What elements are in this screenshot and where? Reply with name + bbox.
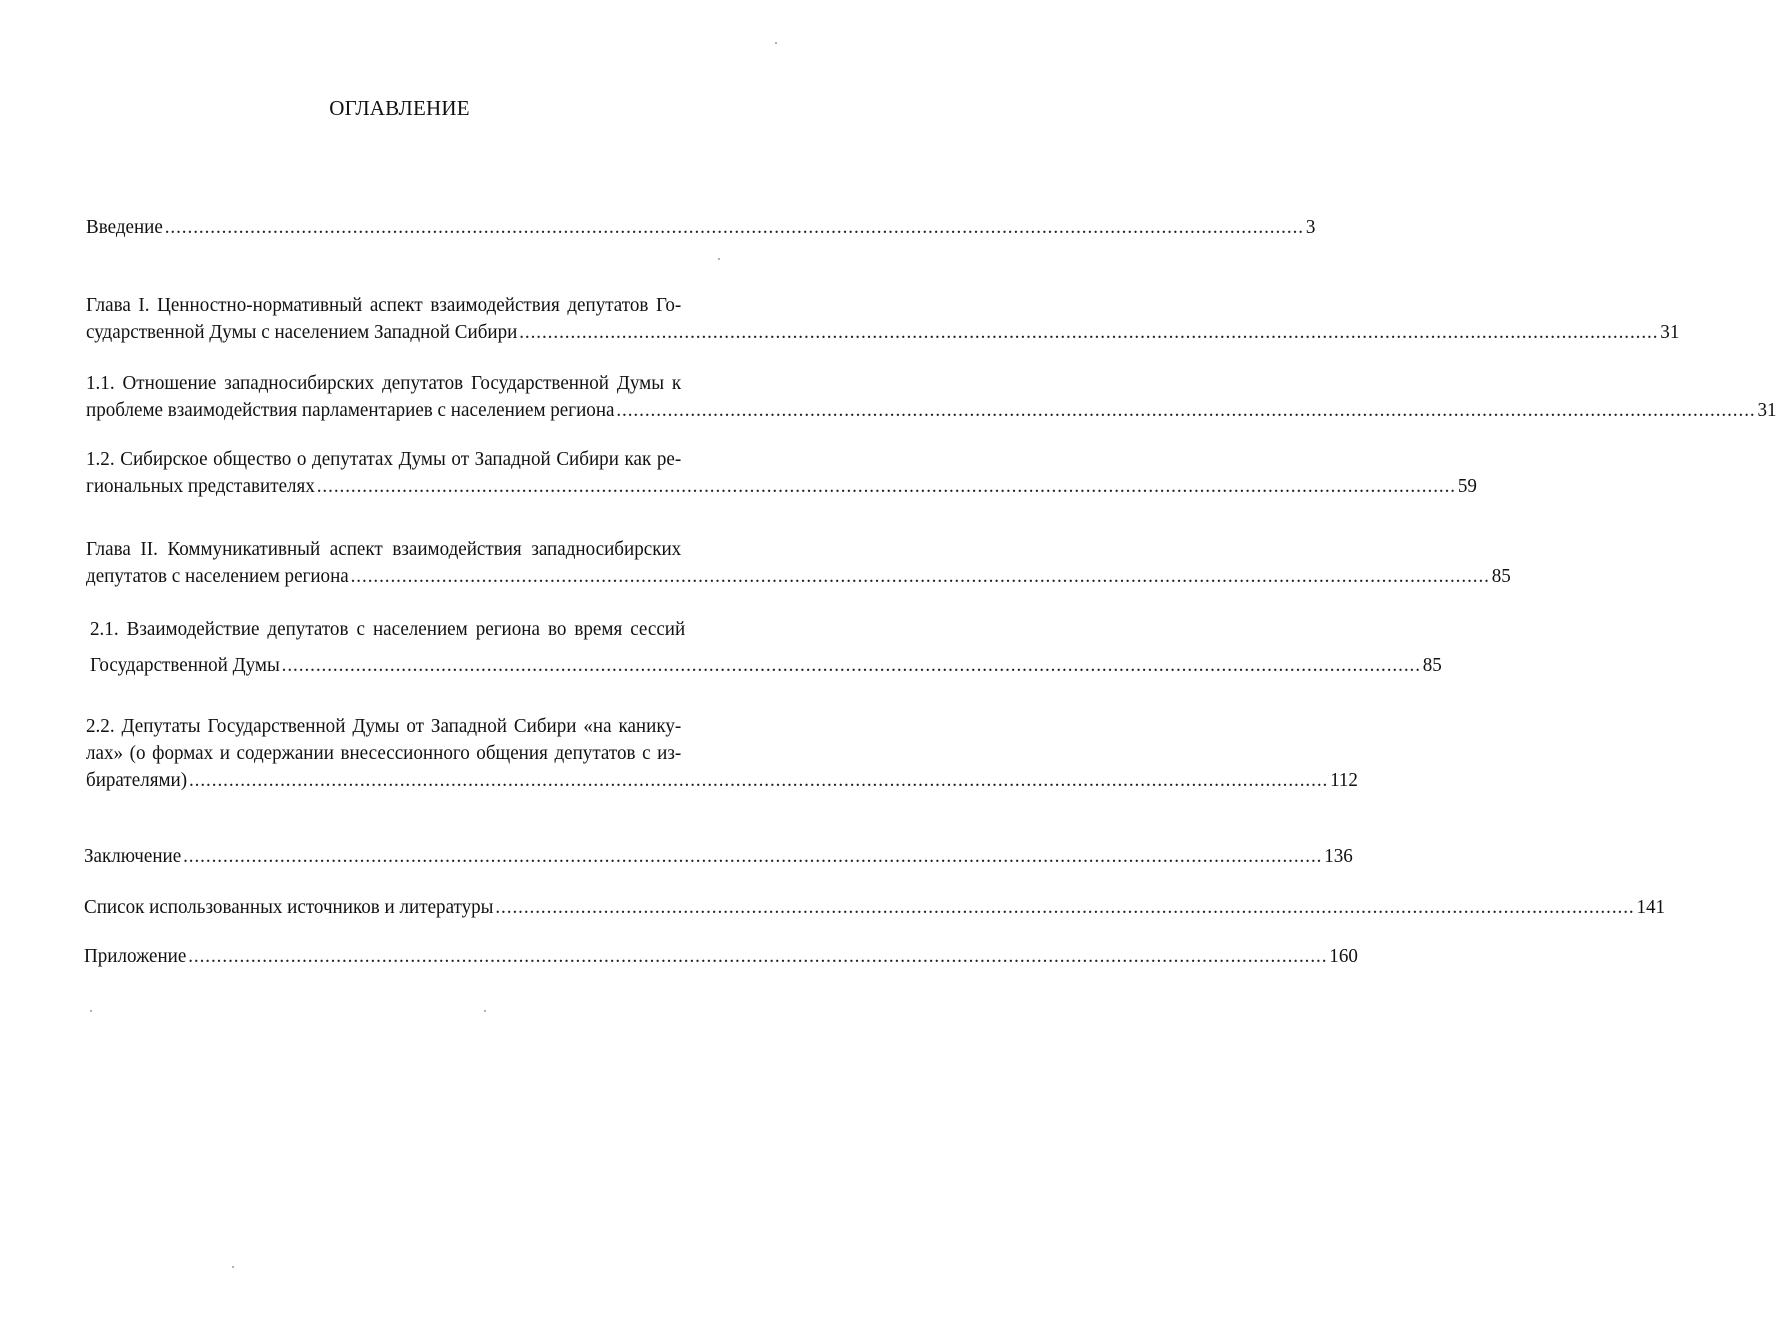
toc-entry-chapter-1[interactable]: [86, 292, 1680, 346]
toc-entry-label: Заключение: [84, 845, 182, 867]
toc-page-number: 3: [1305, 216, 1316, 238]
toc-entry-bibliography[interactable]: [84, 894, 1666, 921]
toc-entry-section-2-1[interactable]: [90, 611, 1442, 683]
toc-entry-introduction[interactable]: [86, 214, 1316, 241]
leader-dots: ........................................................................................................................................................................................................: [188, 769, 1329, 791]
toc-entry-line: 2.1. Взаимодействие депутатов с населением региона во время сессий: [90, 618, 686, 640]
scan-speck: [90, 1010, 92, 1012]
toc-entry-appendix[interactable]: [84, 943, 1358, 970]
toc-page-number: 85: [1491, 565, 1511, 587]
toc-page-number: 141: [1636, 896, 1666, 918]
toc-entry-conclusion[interactable]: [84, 843, 1353, 870]
toc-page-number: 31: [1660, 321, 1680, 343]
toc-page-number: 85: [1422, 654, 1442, 676]
toc-entry-label: проблеме взаимодействия парламентариев с населением региона: [86, 399, 615, 421]
toc-entry-line: лах» (о формах и содержании внесессионного общения депутатов с из-: [86, 742, 682, 764]
toc-entry-section-1-2[interactable]: [86, 446, 1477, 500]
toc-page-number: 112: [1330, 769, 1358, 791]
toc-entry-label: Список использованных источников и литературы: [84, 896, 494, 918]
leader-dots: ........................................................................................................................................................................................................: [495, 896, 1635, 918]
toc-page-number: 59: [1457, 475, 1477, 497]
scan-speck: [232, 1266, 234, 1268]
leader-dots: ........................................................................................................................................................................................................: [183, 845, 1323, 867]
toc-entry-label: бирателями): [86, 769, 188, 791]
toc-entry-label: сударственной Думы с населением Западной Сибири: [86, 321, 518, 343]
scan-speck: [484, 1010, 486, 1012]
toc-entry-line: 1.2. Сибирское общество о депутатах Думы от Западной Сибири как ре-: [86, 448, 682, 470]
toc-entry-line: 1.1. Отношение западносибирских депутатов Государственной Думы к: [86, 372, 682, 394]
leader-dots: ........................................................................................................................................................................................................: [350, 565, 1490, 587]
toc-page-number: 136: [1324, 845, 1353, 867]
toc-entry-line: 2.2. Депутаты Государственной Думы от Западной Сибири «на канику-: [86, 715, 682, 737]
toc-entry-label: Государственной Думы: [90, 654, 280, 676]
toc-entry-chapter-2[interactable]: [86, 536, 1511, 590]
toc-page-number: 31: [1757, 399, 1777, 421]
toc-entry-line: Глава II. Коммуникативный аспект взаимодействия западносибирских: [86, 538, 682, 560]
leader-dots: ........................................................................................................................................................................................................: [616, 399, 1756, 421]
leader-dots: ........................................................................................................................................................................................................: [316, 475, 1456, 497]
toc-entry-label: Введение: [86, 216, 163, 238]
leader-dots: ........................................................................................................................................................................................................: [188, 945, 1328, 967]
toc-entry-line: Глава I. Ценностно-нормативный аспект взаимодействия депутатов Го-: [86, 294, 682, 316]
toc-entry-label: Приложение: [84, 945, 187, 967]
scan-speck: [718, 258, 720, 260]
toc-entry-section-2-2[interactable]: [86, 713, 1358, 794]
page-title: ОГЛАВЛЕНИЕ: [329, 96, 470, 120]
leader-dots: ........................................................................................................................................................................................................: [164, 216, 1304, 238]
leader-dots: ........................................................................................................................................................................................................: [281, 654, 1421, 676]
toc-entry-label: гиональных представителях: [86, 475, 315, 497]
toc-page-number: 160: [1329, 945, 1358, 967]
toc-entry-section-1-1[interactable]: [86, 370, 1777, 424]
scan-speck: [775, 42, 777, 44]
leader-dots: ........................................................................................................................................................................................................: [519, 321, 1659, 343]
toc-entry-label: депутатов с населением региона: [86, 565, 349, 587]
